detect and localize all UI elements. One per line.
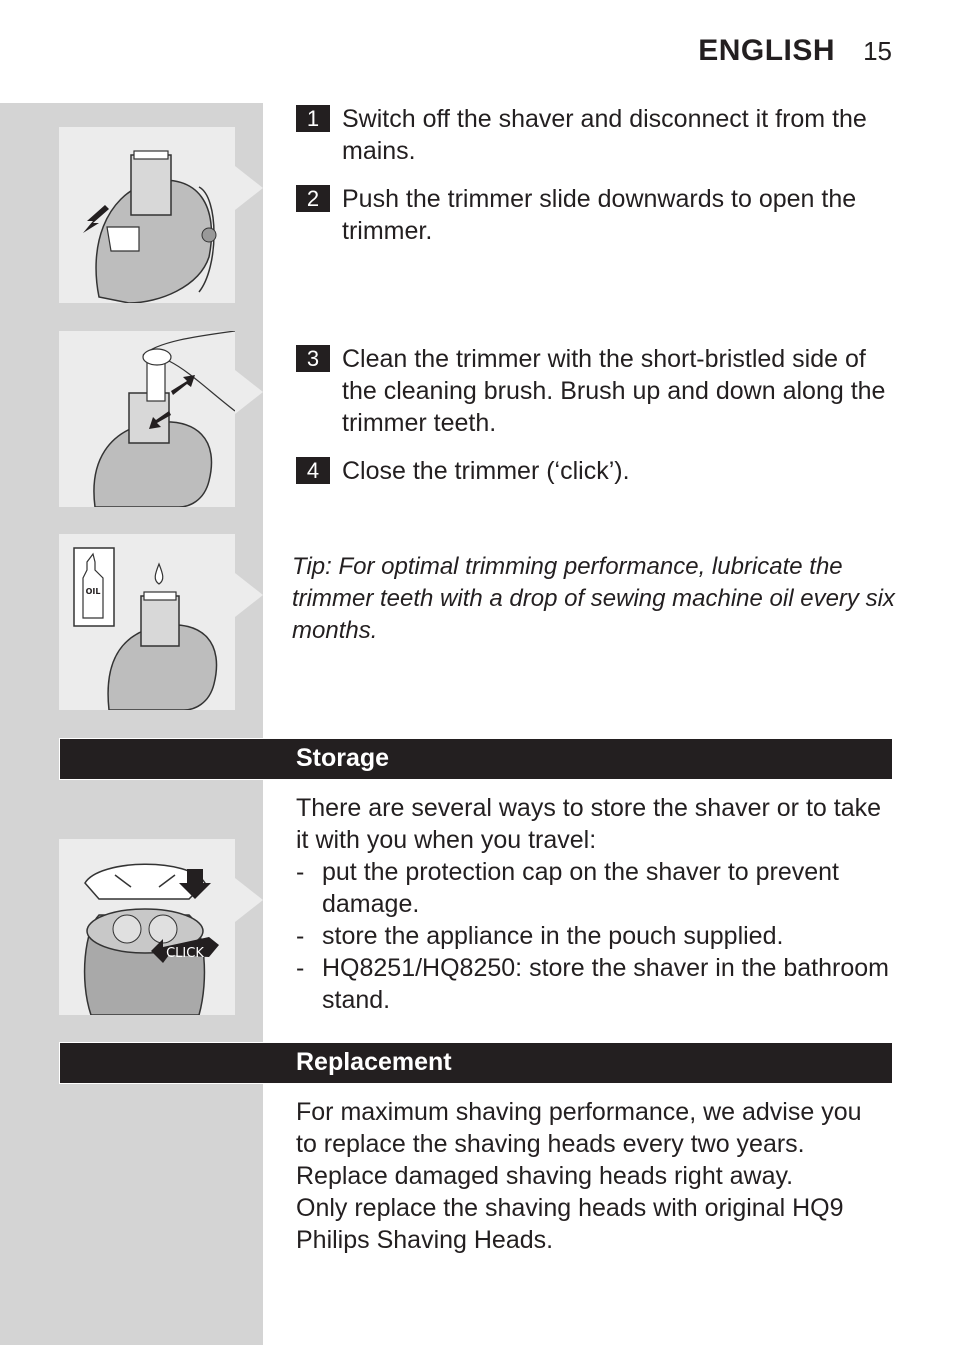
list-bullet: - — [296, 922, 305, 950]
figure-protection-cap — [59, 839, 235, 1015]
list-item-text: put the protection cap on the shaver to prevent damage. — [322, 858, 840, 918]
replacement-paragraph: For maximum shaving performance, we advise you to replace the shaving heads every two years. Replace damaged shaving heads right away. — [296, 1098, 862, 1190]
figure-pointer — [235, 370, 263, 414]
page-header — [698, 34, 892, 68]
step-number-badge: 3 — [296, 345, 330, 372]
list-item-text: store the appliance in the pouch supplied. — [322, 922, 784, 950]
replacement-body — [296, 1096, 876, 1256]
shaver-trimmer-open-illustration — [59, 127, 235, 303]
language-label: ENGLISH — [698, 34, 836, 67]
step-1 — [296, 103, 896, 167]
replacement-heading: Replacement — [296, 1048, 452, 1076]
list-item — [296, 856, 896, 920]
storage-intro: There are several ways to store the shaver or to take it with you when you travel: — [296, 794, 881, 854]
storage-body — [296, 792, 896, 1016]
list-item — [296, 920, 896, 952]
tip-text: Tip: For optimal trimming performance, lubricate the trimmer teeth with a drop of sewing machine oil every six months. — [292, 553, 895, 644]
step-text: Close the trimmer (‘click’). — [342, 457, 630, 485]
shaver-oil-illustration — [59, 534, 235, 710]
storage-heading-bar — [59, 738, 893, 780]
list-item-text: HQ8251/HQ8250: store the shaver in the bathroom stand. — [322, 954, 889, 1014]
step-number-badge: 4 — [296, 457, 330, 484]
figure-open-trimmer — [59, 127, 235, 303]
list-bullet: - — [296, 954, 305, 982]
step-number-badge: 1 — [296, 105, 330, 132]
figure-clean-trimmer — [59, 331, 235, 507]
step-text: Switch off the shaver and disconnect it from the mains. — [342, 105, 867, 165]
replacement-paragraph: Only replace the shaving heads with original HQ9 Philips Shaving Heads. — [296, 1194, 844, 1254]
step-4 — [296, 455, 896, 487]
storage-heading: Storage — [296, 744, 390, 772]
page-number: 15 — [863, 36, 892, 66]
storage-list — [296, 856, 896, 1016]
shaver-cap-illustration — [59, 839, 235, 1015]
step-number-badge: 2 — [296, 185, 330, 212]
figure-pointer — [235, 878, 263, 922]
step-2 — [296, 183, 896, 247]
step-3 — [296, 343, 896, 439]
step-text: Clean the trimmer with the short-bristled side of the cleaning brush. Brush up and down along the trimmer teeth. — [342, 345, 886, 437]
list-bullet: - — [296, 858, 305, 886]
figure-pointer — [235, 166, 263, 210]
step-text: Push the trimmer slide downwards to open the trimmer. — [342, 185, 857, 245]
oil-bottle-label: OIL — [85, 587, 101, 596]
replacement-heading-bar — [59, 1042, 893, 1084]
figure-oil-trimmer — [59, 534, 235, 710]
click-label: CLICK — [166, 946, 204, 961]
shaver-brush-illustration — [59, 331, 235, 507]
figure-pointer — [235, 573, 263, 617]
list-item — [296, 952, 896, 1016]
